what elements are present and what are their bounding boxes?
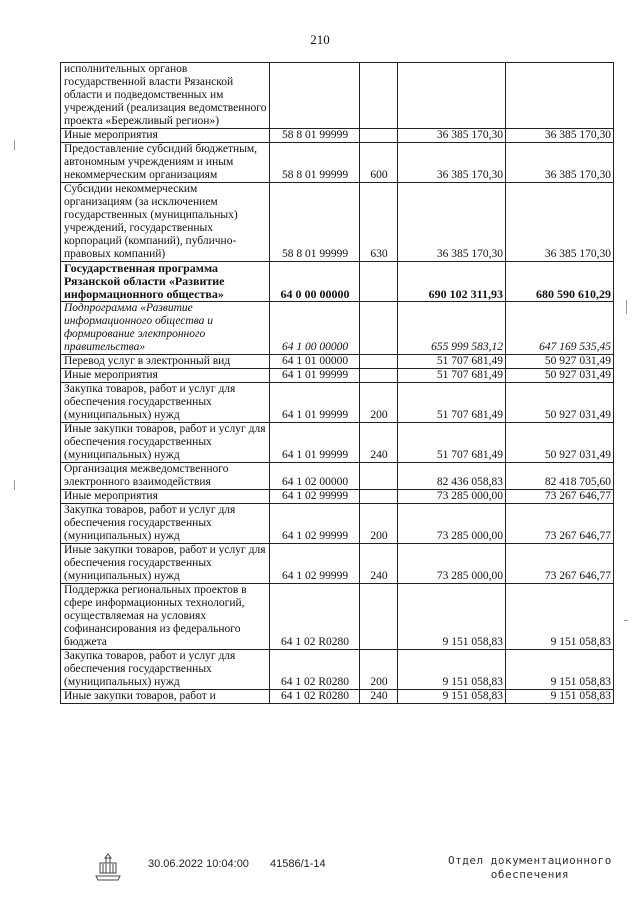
row-code-cell: 64 1 02 R0280 [270, 650, 360, 690]
row-amount-1-cell: 73 285 000,00 [398, 490, 506, 504]
row-code-cell: 64 1 00 00000 [270, 302, 360, 355]
row-code-cell: 64 0 00 00000 [270, 262, 360, 302]
row-type-cell: 600 [360, 143, 398, 183]
row-amount-2-cell: 50 927 031,49 [506, 369, 614, 383]
table-row [61, 355, 614, 369]
table-row [61, 129, 614, 143]
row-amount-1-cell: 51 707 681,49 [398, 423, 506, 463]
row-code-cell: 64 1 01 99999 [270, 383, 360, 423]
row-amount-1-cell: 51 707 681,49 [398, 383, 506, 423]
row-type-cell: 630 [360, 183, 398, 262]
row-name-cell: Иные закупки товаров, работ и услуг для обеспечения государственных (муниципальных) нужд [61, 544, 270, 584]
row-amount-2-cell: 73 267 646,77 [506, 490, 614, 504]
row-name-cell: Иные мероприятия [61, 369, 270, 383]
row-name-cell: Иные закупки товаров, работ и услуг для обеспечения государственных (муниципальных) нужд [61, 423, 270, 463]
row-name-cell: исполнительных органов государственной власти Рязанской области и подведомственных им учреждений (реализация ведомственного проекта «Бережливый регион») [61, 63, 270, 129]
table-row [61, 650, 614, 690]
row-type-cell [360, 490, 398, 504]
building-stamp-icon [94, 852, 122, 882]
row-amount-1-cell: 9 151 058,83 [398, 584, 506, 650]
table-row [61, 183, 614, 262]
table-row [61, 544, 614, 584]
row-amount-2-cell: 36 385 170,30 [506, 143, 614, 183]
row-code-cell: 64 1 02 R0280 [270, 584, 360, 650]
row-type-cell: 240 [360, 544, 398, 584]
row-amount-1-cell: 36 385 170,30 [398, 183, 506, 262]
row-code-cell: 64 1 01 99999 [270, 423, 360, 463]
row-amount-1-cell: 73 285 000,00 [398, 544, 506, 584]
row-amount-1-cell: 690 102 311,93 [398, 262, 506, 302]
row-amount-1-cell: 655 999 583,12 [398, 302, 506, 355]
row-name-cell: Закупка товаров, работ и услуг для обеспечения государственных (муниципальных) нужд [61, 504, 270, 544]
row-name-cell: Перевод услуг в электронный вид [61, 355, 270, 369]
table-row [61, 143, 614, 183]
table-row [61, 369, 614, 383]
row-amount-2-cell: 647 169 535,45 [506, 302, 614, 355]
row-code-cell: 64 1 02 99999 [270, 544, 360, 584]
row-type-cell [360, 302, 398, 355]
row-amount-1-cell: 82 436 058,83 [398, 463, 506, 490]
row-amount-1-cell: 51 707 681,49 [398, 355, 506, 369]
table-row [61, 490, 614, 504]
footer-department [448, 854, 612, 882]
row-code-cell: 58 8 01 99999 [270, 129, 360, 143]
row-amount-1-cell: 36 385 170,30 [398, 143, 506, 183]
row-amount-2-cell: 9 151 058,83 [506, 690, 614, 704]
row-type-cell [360, 129, 398, 143]
table-row [61, 584, 614, 650]
budget-table [60, 62, 614, 704]
row-amount-2-cell: 50 927 031,49 [506, 355, 614, 369]
row-name-cell: Предоставление субсидий бюджетным, автономным учреждениям и иным некоммерческим организациям [61, 143, 270, 183]
row-name-cell: Иные закупки товаров, работ и [61, 690, 270, 704]
row-name-cell: Субсидии некоммерческим организациям (за исключением государственных (муниципальных) учреждений, государственных корпораций (компаний), публично-правовых компаний) [61, 183, 270, 262]
row-amount-1-cell: 36 385 170,30 [398, 129, 506, 143]
row-name-cell: Иные мероприятия [61, 129, 270, 143]
row-name-cell: Поддержка региональных проектов в сфере информационных технологий, осуществляемая на условиях софинансирования из федерального бюджета [61, 584, 270, 650]
row-amount-2-cell: 36 385 170,30 [506, 129, 614, 143]
department-line-1: Отдел документационного [448, 854, 612, 867]
department-line-2: обеспечения [490, 868, 570, 881]
row-amount-2-cell: 73 267 646,77 [506, 504, 614, 544]
row-code-cell: 64 1 02 99999 [270, 504, 360, 544]
row-type-cell: 240 [360, 690, 398, 704]
row-amount-1-cell: 51 707 681,49 [398, 369, 506, 383]
row-amount-2-cell: 50 927 031,49 [506, 423, 614, 463]
row-type-cell [360, 369, 398, 383]
row-name-cell: Иные мероприятия [61, 490, 270, 504]
row-type-cell [360, 355, 398, 369]
row-amount-2-cell: 50 927 031,49 [506, 383, 614, 423]
row-name-cell: Закупка товаров, работ и услуг для обеспечения государственных (муниципальных) нужд [61, 383, 270, 423]
row-name-cell: Государственная программа Рязанской области «Развитие информационного общества» [61, 262, 270, 302]
table-row [61, 383, 614, 423]
row-type-cell: 200 [360, 650, 398, 690]
row-code-cell: 58 8 01 99999 [270, 143, 360, 183]
row-amount-2-cell: 9 151 058,83 [506, 584, 614, 650]
margin-mark [626, 300, 627, 314]
table-row [61, 262, 614, 302]
row-amount-2-cell: 9 151 058,83 [506, 650, 614, 690]
table-row [61, 690, 614, 704]
row-type-cell [360, 262, 398, 302]
row-code-cell [270, 63, 360, 129]
row-amount-2-cell [506, 63, 614, 129]
row-type-cell [360, 63, 398, 129]
row-amount-2-cell: 680 590 610,29 [506, 262, 614, 302]
row-amount-2-cell: 73 267 646,77 [506, 544, 614, 584]
row-type-cell: 200 [360, 504, 398, 544]
row-name-cell: Организация межведомственного электронного взаимодействия [61, 463, 270, 490]
row-code-cell: 58 8 01 99999 [270, 183, 360, 262]
table-row [61, 463, 614, 490]
row-code-cell: 64 1 01 99999 [270, 369, 360, 383]
page-number: 210 [310, 32, 330, 47]
row-amount-2-cell: 36 385 170,30 [506, 183, 614, 262]
table-row [61, 423, 614, 463]
row-amount-1-cell: 73 285 000,00 [398, 504, 506, 544]
row-name-cell: Закупка товаров, работ и услуг для обеспечения государственных (муниципальных) нужд [61, 650, 270, 690]
row-type-cell [360, 463, 398, 490]
margin-mark [624, 620, 628, 621]
row-amount-1-cell: 9 151 058,83 [398, 650, 506, 690]
row-amount-2-cell: 82 418 705,60 [506, 463, 614, 490]
row-type-cell: 240 [360, 423, 398, 463]
row-amount-1-cell: 9 151 058,83 [398, 690, 506, 704]
footer-doc-number: 41586/1-14 [270, 858, 326, 870]
row-name-cell: Подпрограмма «Развитие информационного общества и формирование электронного правительства» [61, 302, 270, 355]
row-type-cell [360, 584, 398, 650]
margin-mark [14, 480, 15, 490]
footer-datetime: 30.06.2022 10:04:00 [148, 858, 249, 870]
table-row [61, 63, 614, 129]
row-type-cell: 200 [360, 383, 398, 423]
row-amount-1-cell [398, 63, 506, 129]
row-code-cell: 64 1 01 00000 [270, 355, 360, 369]
row-code-cell: 64 1 02 99999 [270, 490, 360, 504]
row-code-cell: 64 1 02 R0280 [270, 690, 360, 704]
row-code-cell: 64 1 02 00000 [270, 463, 360, 490]
margin-mark [14, 140, 15, 150]
table-row [61, 504, 614, 544]
table-row [61, 302, 614, 355]
